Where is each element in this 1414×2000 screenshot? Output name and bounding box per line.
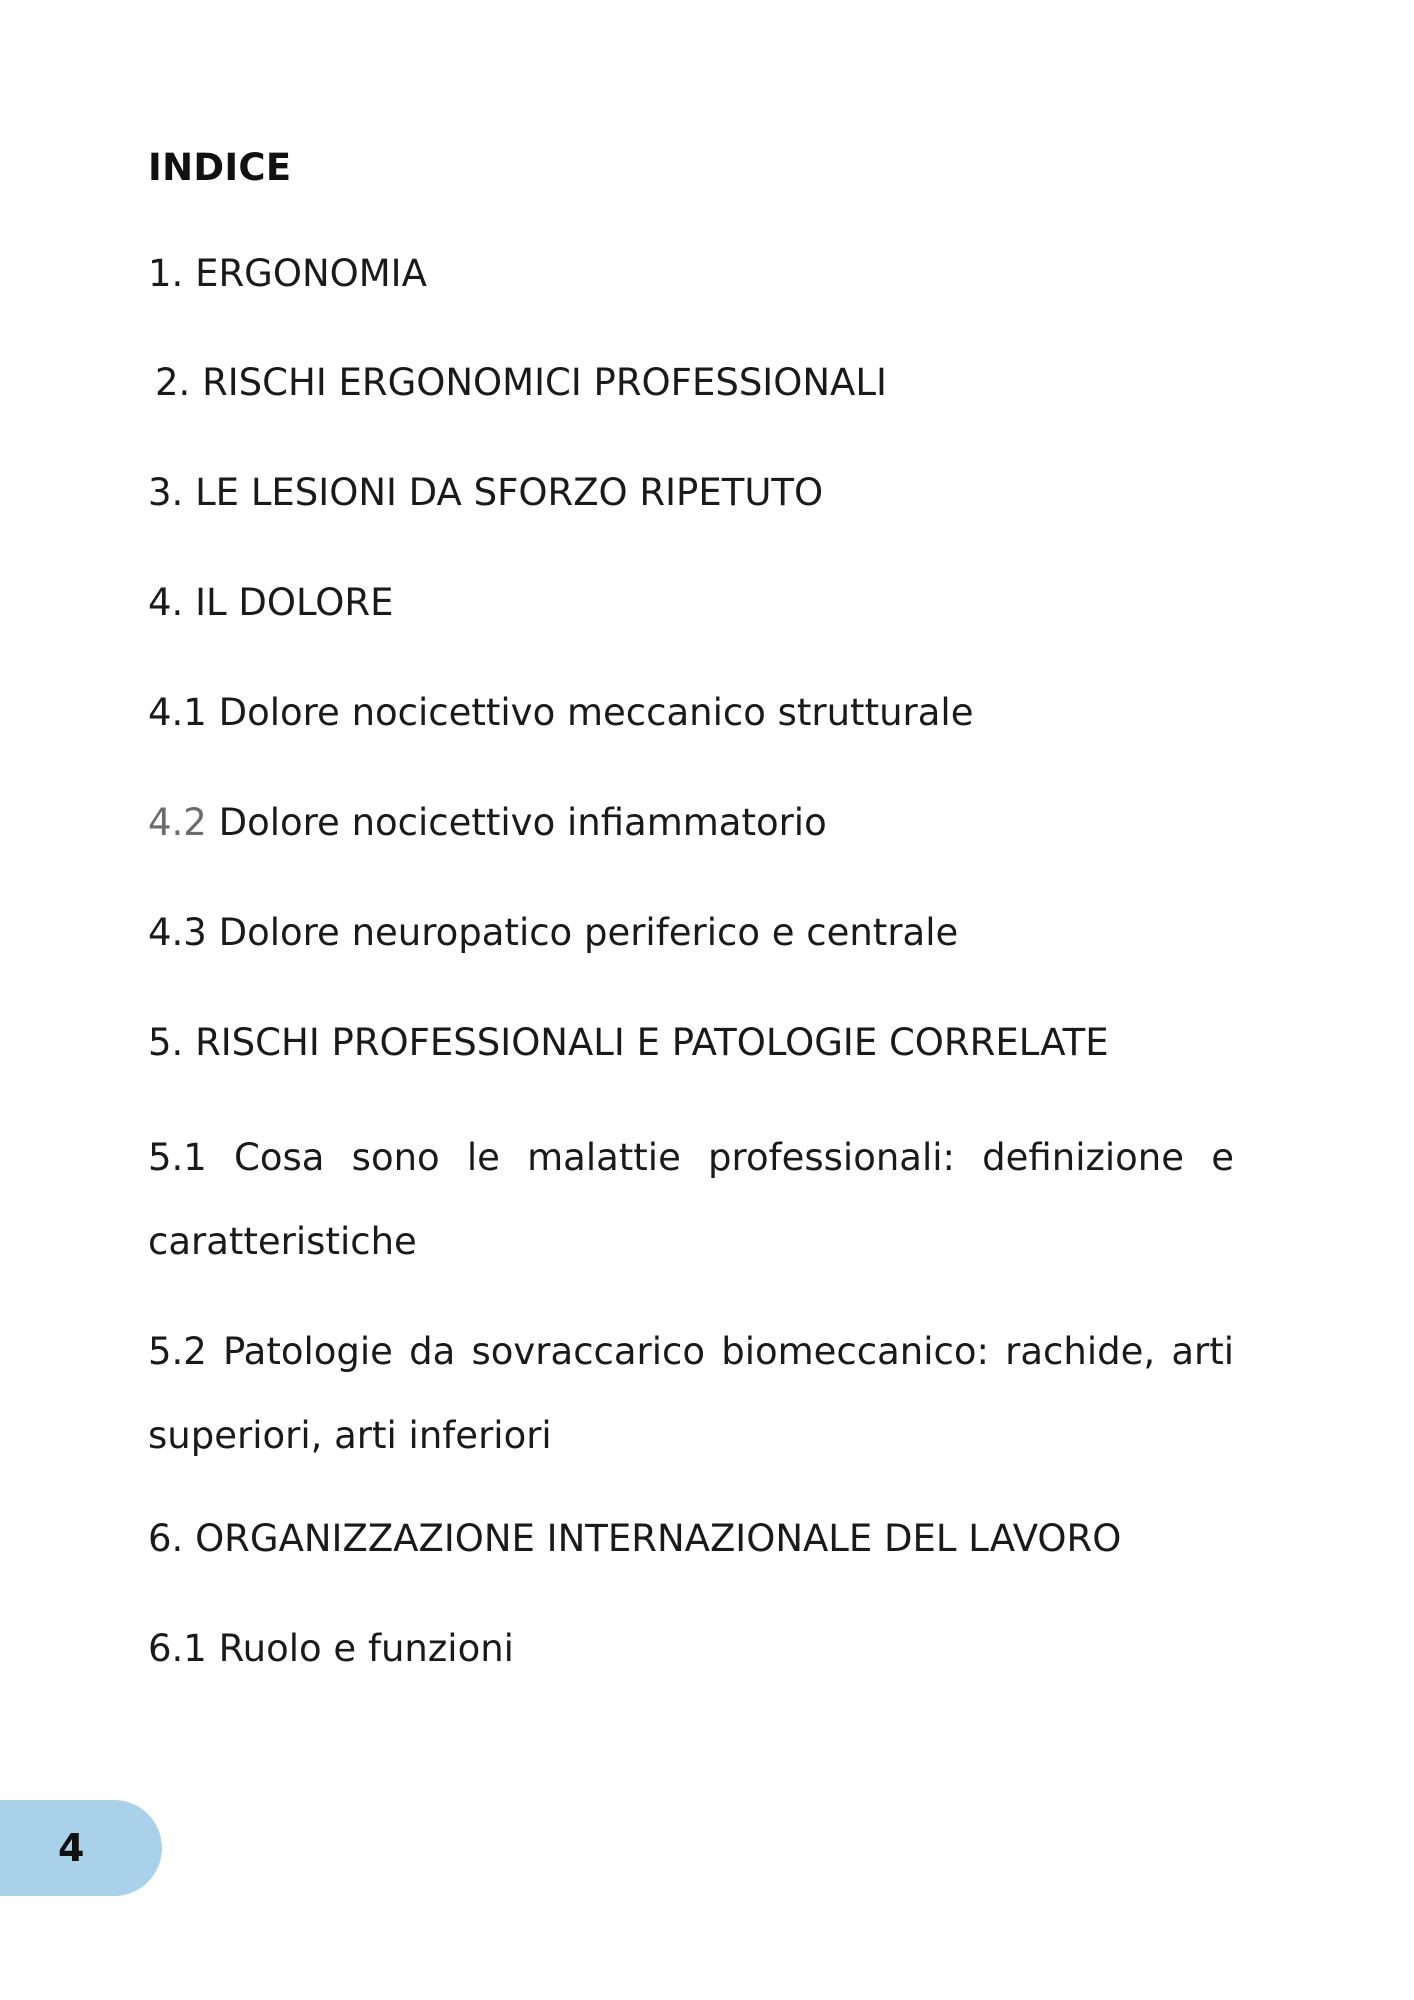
toc-entry-4-3: 4.3 Dolore neuropatico periferico e centrale <box>148 911 959 954</box>
toc-entry-4-2 <box>148 801 827 844</box>
toc-entry-4-2-number: 4.2 <box>148 801 207 844</box>
page-number: 4 <box>58 1826 85 1870</box>
toc-entry-3: 3. LE LESIONI DA SFORZO RIPETUTO <box>148 471 824 514</box>
toc-entry-4-1: 4.1 Dolore nocicettivo meccanico strutturale <box>148 691 974 734</box>
toc-entry-1: 1. ERGONOMIA <box>148 252 427 295</box>
toc-heading: INDICE <box>148 146 292 189</box>
toc-entry-4-2-text: Dolore nocicettivo infiammatorio <box>206 801 827 844</box>
toc-entry-2: 2. RISCHI ERGONOMICI PROFESSIONALI <box>155 361 887 404</box>
toc-entry-5-2: 5.2 Patologie da sovraccarico biomeccanico: rachide, arti superiori, arti inferiori <box>148 1330 1234 1457</box>
toc-entry-6: 6. ORGANIZZAZIONE INTERNAZIONALE DEL LAVORO <box>148 1517 1122 1560</box>
toc-entry-6-1: 6.1 Ruolo e funzioni <box>148 1627 514 1670</box>
toc-entry-5-1: 5.1 Cosa sono le malattie professionali: definizione e caratteristiche <box>148 1136 1234 1263</box>
toc-entry-4: 4. IL DOLORE <box>148 581 394 624</box>
toc-entry-5: 5. RISCHI PROFESSIONALI E PATOLOGIE CORRELATE <box>148 1021 1109 1064</box>
